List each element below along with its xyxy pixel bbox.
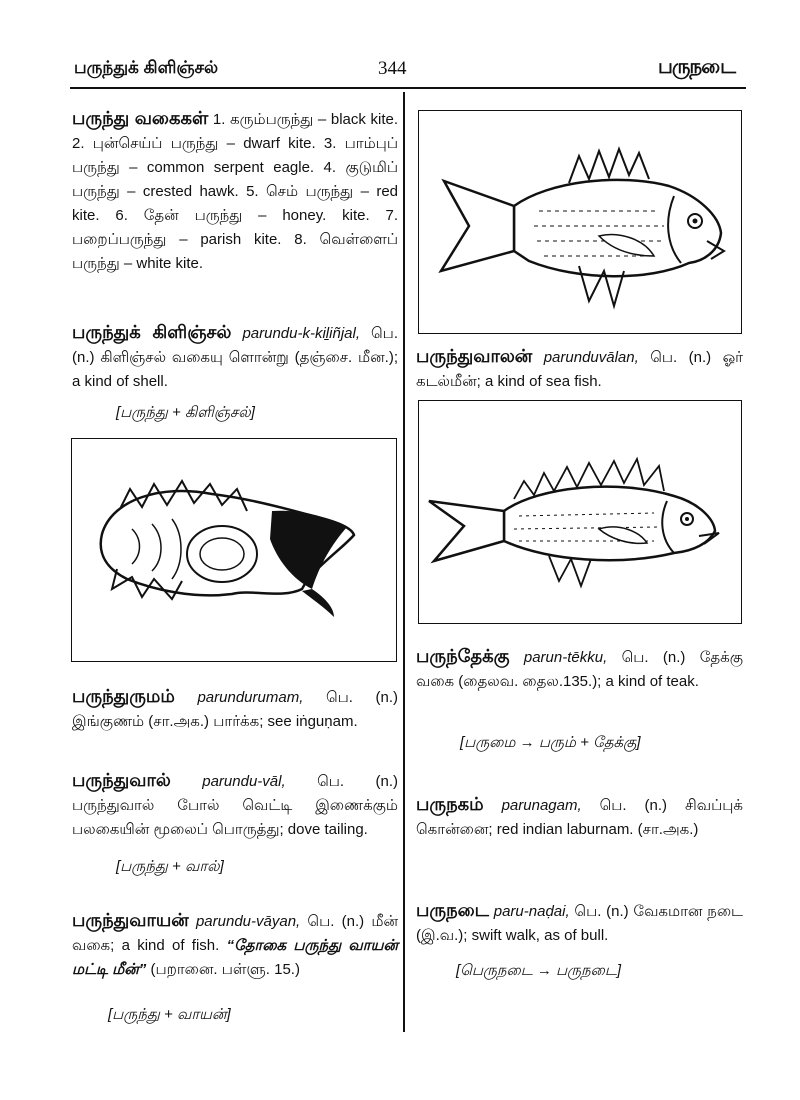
headword: பருநடை xyxy=(416,900,489,920)
entry-valan xyxy=(416,344,743,394)
entry-teak xyxy=(416,644,743,694)
entry-nagam xyxy=(416,792,743,842)
headword: பருந்தேக்கு xyxy=(416,646,510,666)
definition: 1. கரும்பருந்து – black kite. 2. புன்செய்ப் பருந்து – dwarf kite. 3. பாம்புப் பருந்து – common serpent eagle. 4. குடுமிப் பருந்து – crested hawk. 5. செம் பருந்து – red kite. 6. தேன் பருந்து – honey. kite. 7. பறைப்பருந்து – parish kite. 8. வெள்ளைப் பருந்து – white kite. xyxy=(72,111,399,272)
definition: பெ. (n.) தேக்கு வகை (தைலவ. தைல.135.); a kind of teak. xyxy=(416,649,743,690)
running-headword-left: பருந்துக் கிளிஞ்சல் xyxy=(74,58,219,77)
running-headword-right: பருநடை xyxy=(658,56,736,78)
headword: பருந்துக் கிளிஞ்சல் xyxy=(72,322,232,342)
conch-shell-illustration xyxy=(71,438,397,662)
entry-shell xyxy=(72,320,398,394)
page-number: 344 xyxy=(378,58,407,79)
transliteration: parun-tēkku, xyxy=(523,649,608,666)
etymology: [பருந்து + வால்] xyxy=(116,858,224,875)
headword: பருநகம் xyxy=(416,794,484,814)
etymology: [பருமை → பரும் + தேக்கு] xyxy=(460,734,641,751)
conch-shell-drawing xyxy=(72,439,396,661)
headword: பருந்துவாயன் xyxy=(72,910,189,930)
definition: பெ. (n.) ஓர் கடல்மீன்; a kind of sea fish. xyxy=(416,349,744,390)
transliteration: parundu-k-kiḻiñjal, xyxy=(242,325,360,342)
definition: பெ. (n.) பருந்துவால் போல் வெட்டி இணைக்கும் பலகையின் மூலைப் பொருத்து; dove tailing. xyxy=(72,773,399,838)
header-rule xyxy=(70,87,746,89)
transliteration: parundu-vāl, xyxy=(202,773,286,790)
entry-kite-types xyxy=(72,106,398,276)
fish-drawing-1 xyxy=(419,111,741,333)
etymology: [பெருநடை → பருநடை] xyxy=(456,962,621,979)
entry-dove-tail xyxy=(72,768,398,842)
transliteration: parundurumam, xyxy=(197,689,304,706)
definition: பெ. (n.) சிவப்புக் கொன்னை; red indian laburnam. (சா.அக.) xyxy=(416,797,744,838)
entry-nadai xyxy=(416,898,743,948)
entry-durumam xyxy=(72,684,398,734)
quotation: “தோகை பருந்து வாயன் மட்டி மீன்” xyxy=(72,937,398,978)
citation: (பறானை. பள்ளு. 15.) xyxy=(150,961,300,978)
headword: பருந்து வகைகள் xyxy=(72,108,209,128)
transliteration: parunagam, xyxy=(501,797,582,814)
transliteration: paru-naḍai, xyxy=(493,903,570,920)
fish-drawing-2 xyxy=(419,401,741,623)
headword: பருந்துருமம் xyxy=(72,686,175,706)
column-divider xyxy=(403,92,405,1032)
headword: பருந்துவாலன் xyxy=(416,346,533,366)
definition: பெ. (n.) வேகமான நடை (இ.வ.); swift walk, as of bull. xyxy=(416,903,743,944)
definition: பெ. (n.) மீன் வகை; a kind of fish. xyxy=(72,913,398,954)
fish-illustration-2 xyxy=(418,400,742,624)
fish-illustration-1 xyxy=(418,110,742,334)
transliteration: parundu-vāyan, xyxy=(195,913,301,930)
etymology: [பருந்து + வாயன்] xyxy=(108,1006,231,1023)
entry-vayan xyxy=(72,908,398,982)
definition: பெ. (n.) இங்குணம் (சா.அக.) பார்க்க; see iṅguṇam. xyxy=(72,689,399,730)
definition: பெ. (n.) கிளிஞ்சல் வகையு ளொன்று (தஞ்சை. மீன.); a kind of shell. xyxy=(72,325,398,390)
etymology: [பருந்து + கிளிஞ்சல்] xyxy=(116,404,255,421)
transliteration: parunduvālan, xyxy=(543,349,639,366)
headword: பருந்துவால் xyxy=(72,770,171,790)
